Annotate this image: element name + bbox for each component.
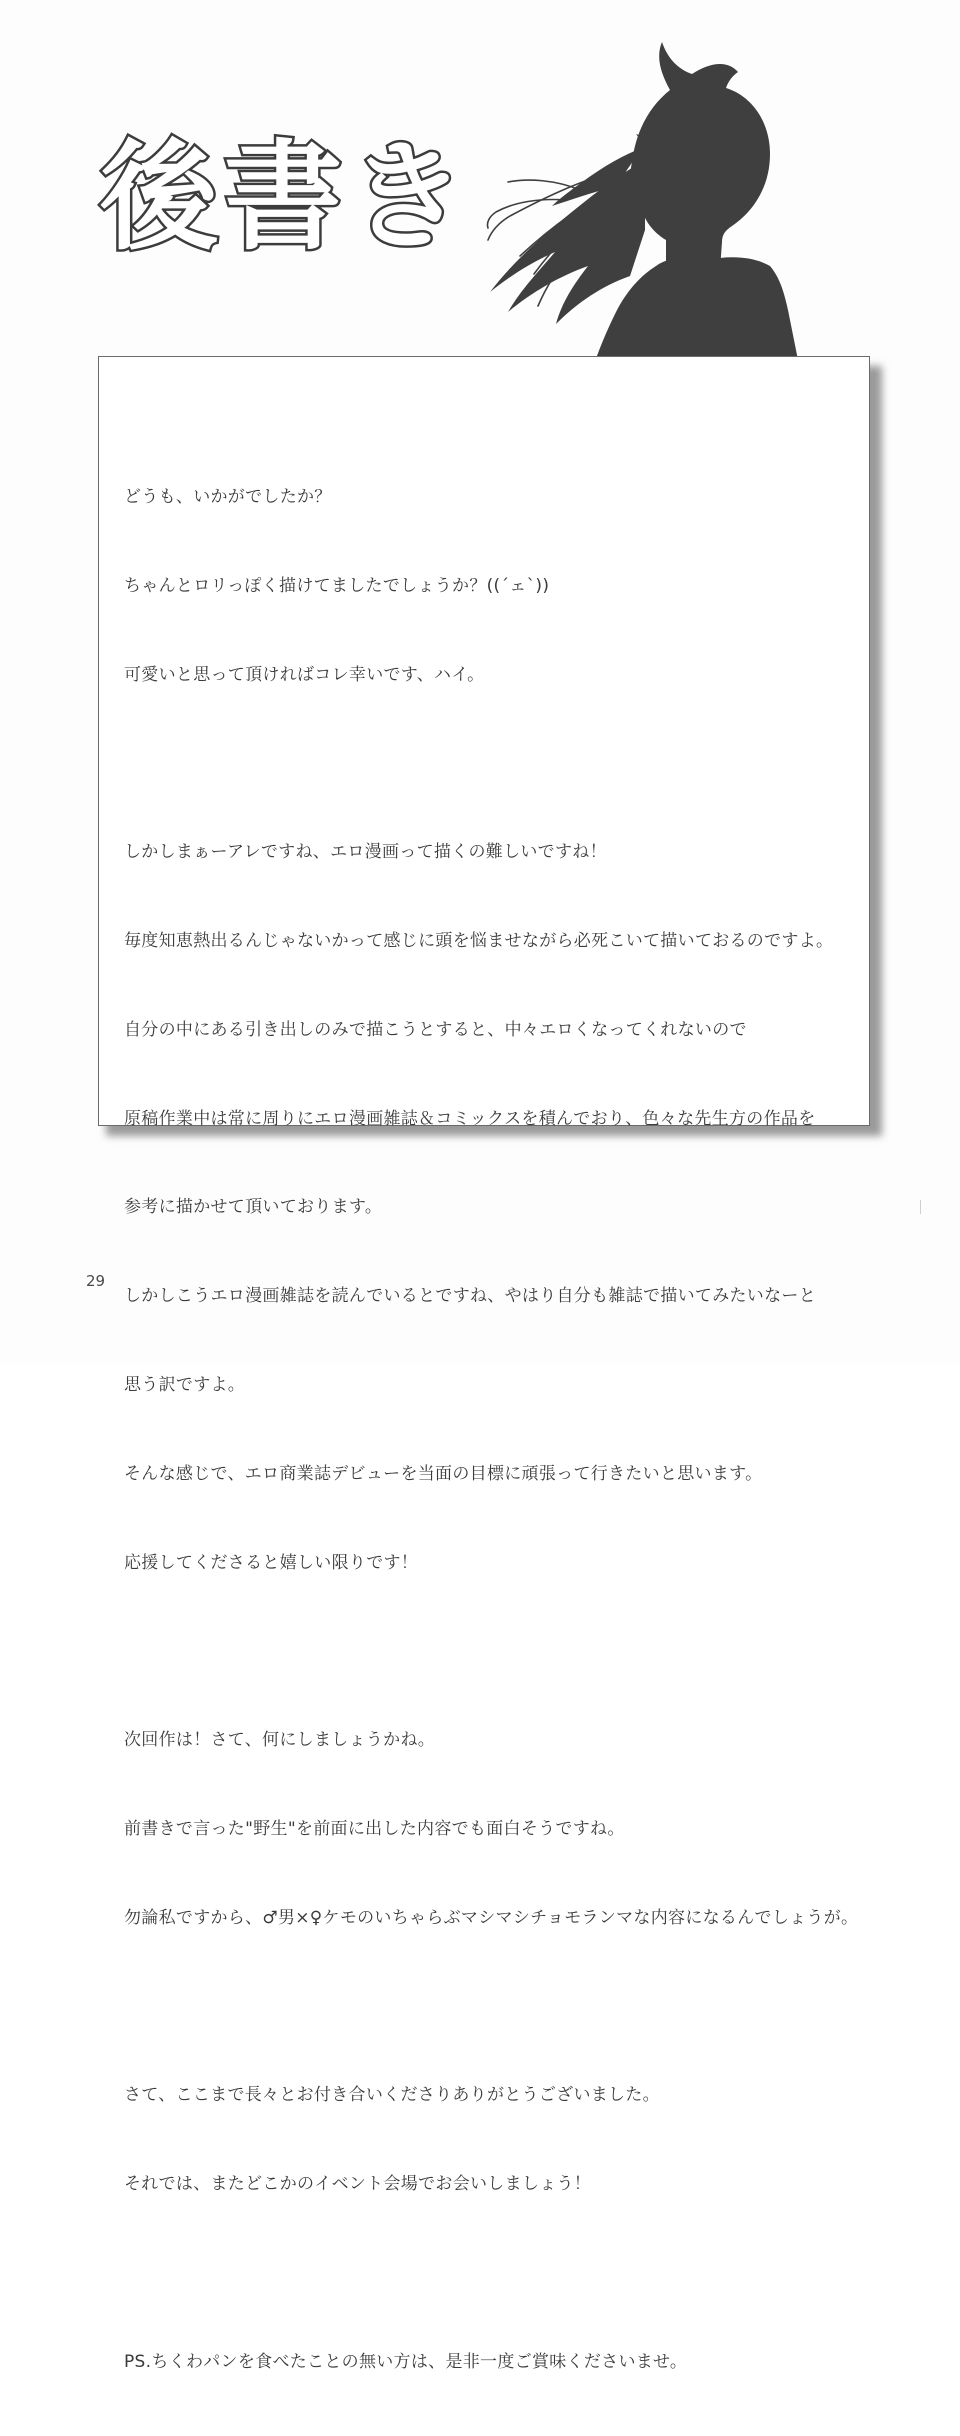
message-line: それでは、またどこかのイベント会場でお会いしましょう！ [124, 2174, 592, 2195]
message-line: 次回作は！さて、何にしましょうかね。 [124, 1730, 436, 1751]
afterword-message [124, 424, 864, 2436]
message-line [124, 2259, 864, 2289]
message-line: 思う訳ですよ。 [124, 1375, 246, 1395]
message-line [124, 1637, 864, 1667]
girl-silhouette-illustration [470, 30, 870, 370]
message-line: PS.ちくわパンを食べたことの無い方は、是非一度ご賞味くださいませ。 [124, 2351, 688, 2372]
message-line: さて、ここまで長々とお付き合いくださりありがとうございました。 [124, 2085, 660, 2106]
afterword-title: 後書き [100, 128, 473, 266]
message-line: 自分の中にある引き出しのみで描こうとすると、中々エロくなってくれないので [124, 1019, 747, 1040]
message-line: しかしこうエロ漫画雑誌を読んでいるとですね、やはり自分も雑誌で描いてみたいなーと [124, 1286, 816, 1307]
message-line: 原稿作業中は常に周りにエロ漫画雑誌＆コミックスを積んでおり、色々な先生方の作品を [124, 1108, 816, 1129]
message-line: そんな感じで、エロ商業誌デビューを当面の目標に頑張って行きたいと思います。 [124, 1463, 763, 1484]
message-line: 勿論私ですから、♂男×♀ケモのいちゃらぶマシマシチョモランマな内容になるんでしょうが。 [124, 1907, 859, 1928]
message-line: 前書きで言った"野生"を前面に出した内容でも面白そうですね。 [124, 1818, 625, 1839]
message-line: しかしまぁーアレですね、エロ漫画って描くの難しいですね！ [124, 842, 607, 863]
message-line [124, 1992, 864, 2022]
message-line: ちゃんとロリっぽく描けてましたでしょうか？((´ェ`)) [124, 575, 550, 596]
message-line [124, 750, 864, 780]
message-line: 毎度知恵熱出るんじゃないかって感じに頭を悩ませながら必死こいて描いておるのですよ。 [124, 931, 834, 952]
message-line: 可愛いと思って頂ければコレ幸いです、ハイ。 [124, 664, 485, 685]
message-line: 応援してくださると嬉しい限りです！ [124, 1552, 419, 1573]
page-number: 29 [86, 1272, 106, 1290]
message-line: 参考に描かせて頂いております。 [124, 1197, 383, 1218]
message-line: どうも、いかがでしたか？ [124, 487, 332, 508]
scan-artifact [920, 1200, 921, 1214]
